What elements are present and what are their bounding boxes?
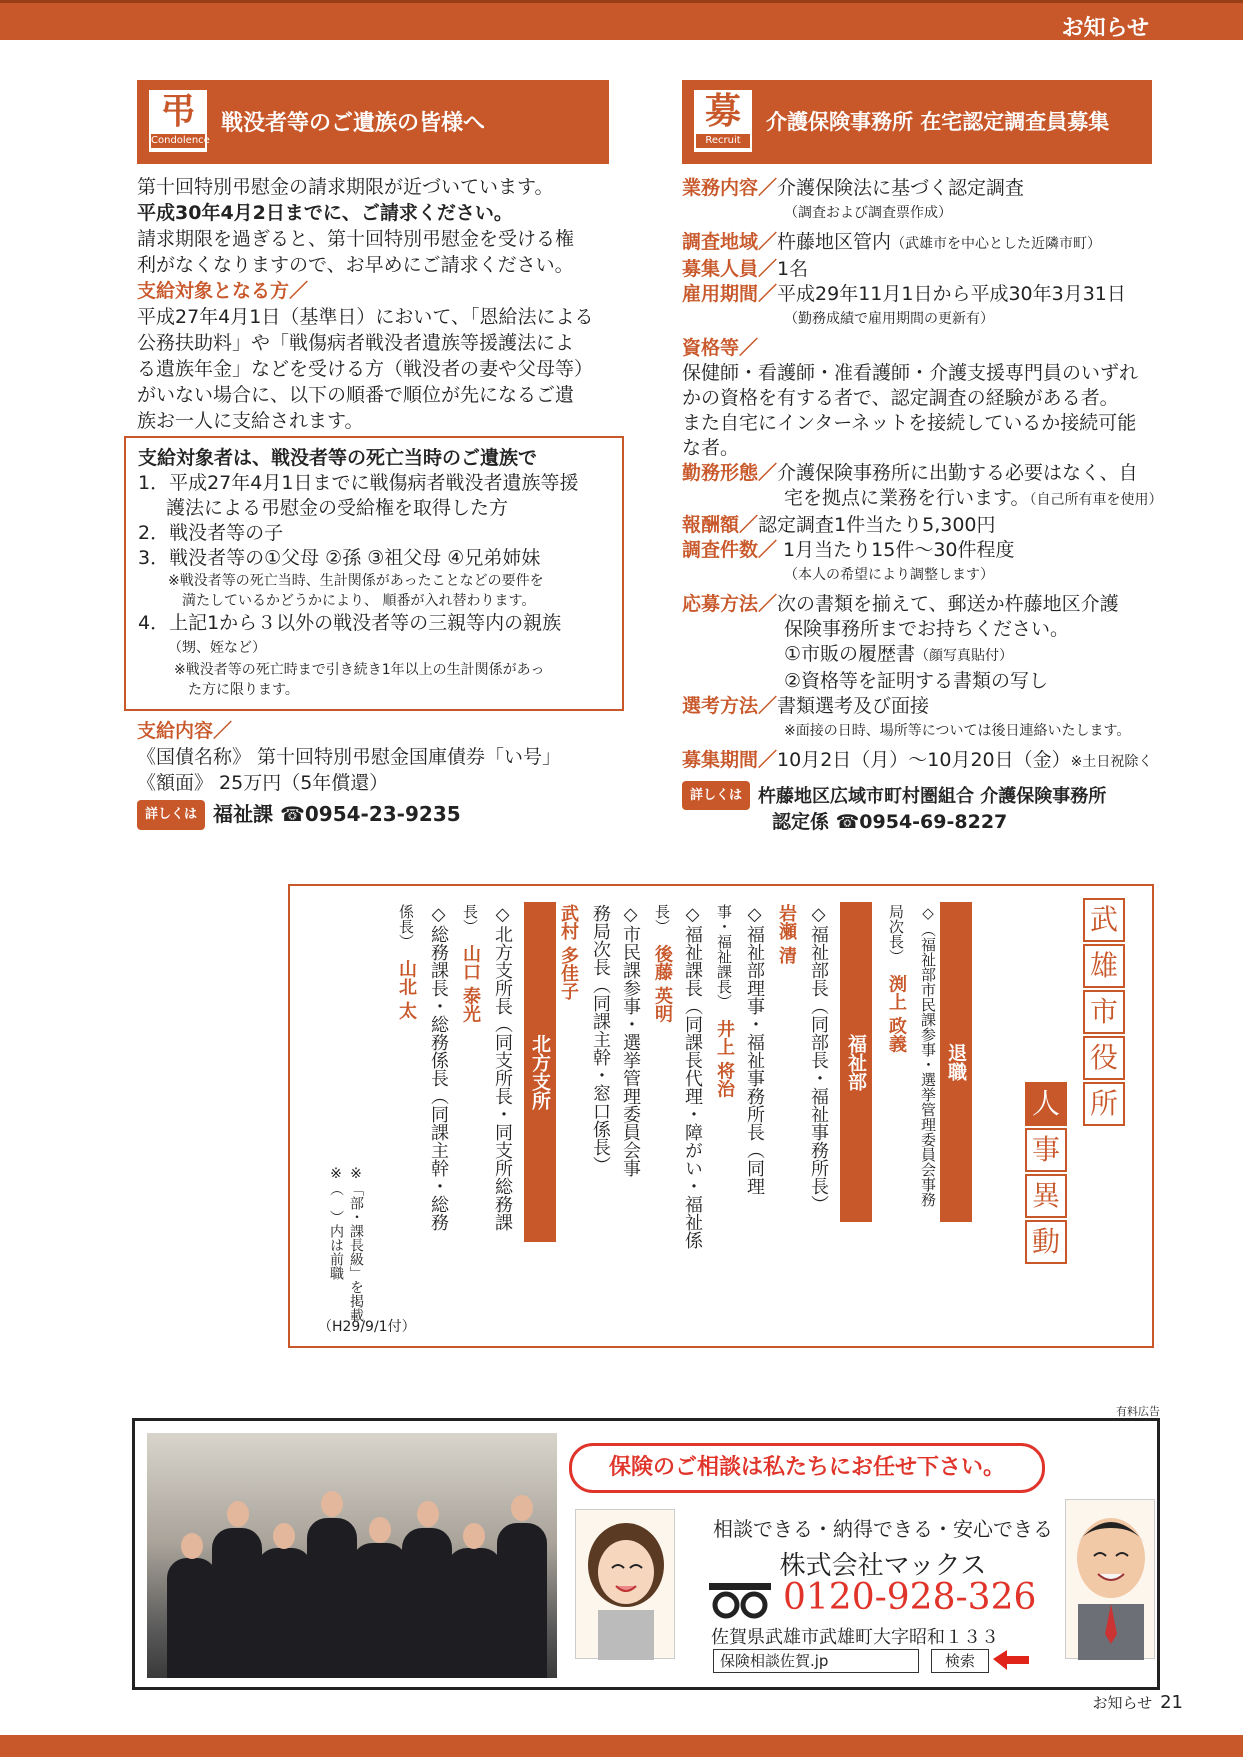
freedial-icon: [709, 1583, 771, 1619]
target-heading: 支給対象となる方／: [137, 280, 309, 302]
payment-content: 支給内容／ 《国債名称》 第十回特別弔慰金国庫債券「い号」 《額面》 25万円（5年償還） 詳しくは 福祉課 ☎0954-23-9235: [137, 718, 617, 830]
effective-date: （H29/9/1付）: [318, 1319, 416, 1335]
woman-illustration: [575, 1509, 675, 1659]
ad-address: 佐賀県武雄市武雄町大字昭和１３３: [711, 1627, 999, 1648]
kaigo-contact: 認定係 ☎0954-69-8227: [772, 811, 1008, 833]
ad-company: 株式会社マックス: [779, 1551, 987, 1581]
arrow-icon: [991, 1647, 1031, 1677]
ad-phone: 0120-928-326: [783, 1577, 1037, 1618]
bottom-bar: [0, 1735, 1243, 1757]
kitagata-branch-heading: 北方支所: [524, 902, 556, 1242]
eligibility-box: 支給対象者は、戦没者等の死亡当時のご遺族で 1．平成27年4月1日までに戦傷病者戦没者遺族等援 護法による弔慰金の受給権を取得した方 2．戦没者等の子 3．戦没者等の①父母 ②孫 ③祖父母 ④兄弟姉妹 ※戦没者等の死亡当時、生計関係があったことなどの要件を 満たしているかどうかにより、 順番が入れ替わります。 4．上記1から３以外の戦没者等の三親等内の親族 （甥、姪など） ※戦没者等の死亡時まで引き続き1年以上の生計関係があっ た方に限ります。: [124, 436, 624, 711]
recruit-body: 業務内容／介護保険法に基づく認定調査 （調査および調査票作成） 調査地域／杵藤地区管内（武雄市を中心とした近隣市町） 募集人員／1名 雇用期間／平成29年11月1日から平成30年3月31日 （勤務成績で雇用期間の更新有） 資格等／ 保健師・看護師・准看護師・介護支援専門員のいずれ かの資格を有する者で、認定調査の経験がある者。 また自宅にインターネットを接続しているか接続可能 な者。 勤務形態／介護保険事務所に出勤する必要はなく、自 宅を拠点に業務を行います。（自己所有車を使用） 報酬額／認定調査1件当たり5,300円 調査件数／ 1月当たり15件～30件程度 （本人の希望により調整します） 応募方法／次の書類を揃えて、郵送か杵藤地区介護 保険事務所までお持ちください。 ①市販の履歴書（顔写真貼付） ②資格等を証明する書類の写し 選考方法／書類選考及び面接 ※面接の日時、場所等については後日連絡いたします。 募集期間／10月2日（月）～10月20日（金）※土日祝除く 詳しくは 杵藤地区広域市町村圏組合 介護保険事務所 認定係 ☎0954-69-8227: [682, 177, 1163, 833]
paid-ad-note: 有料広告: [1116, 1405, 1160, 1418]
personnel-changes-box: 武 雄 市 役 所 人 事 異 動 退職 ◇（福祉部市民課参事・選挙管理委員会事務 局次長） 渕上 政義 福祉部 ◇福祉部長（同部長・福祉事務所長） 岩瀬 清 ◇福祉部理事・福祉事務所長（同理 事・福祉課長） 井上 将治 ◇福祉課長（同課長代理・障がい・福祉係 長） 後藤 英明 ◇市民課参事・選挙管理委員会事 務局次長（同課主幹・窓口係長） 武村 多佳子 北方支所 ◇北方支所長（同支所長・同支所総務課 長） 山口 泰光 ◇総務課長・総務係長（同課主幹・総務 係長） 山北 太 ※「部・課長級」を掲載 ※（ ）内は前職 （H29/9/1付）: [288, 884, 1154, 1348]
condolence-body: 第十回特別弔慰金の請求期限が近づいています。 平成30年4月2日までに、ご請求ください。 請求期限を過ぎると、第十回特別弔慰金を受ける権 利がなくなりますので、お早めにご請求ください。 支給対象となる方／ 平成27年4月1日（基準日）において、「恩給法による 公務扶助料」や「戦傷病者戦没者遺族等援護法によ る遺族年金」などを受ける方（戦没者の妻や父母等） がいない場合に、以下の順番で順位が先になるご遺 族お一人に支給されます。: [137, 174, 617, 434]
man-illustration: [1065, 1499, 1155, 1659]
ad-tagline: 相談できる・納得できる・安心できる: [713, 1517, 1053, 1541]
page-footer: お知らせ 21: [1092, 1692, 1183, 1713]
condolence-title: 戦没者等のご遺族の皆様へ: [221, 111, 486, 136]
search-button: 検索: [931, 1649, 989, 1673]
page-number: 21: [1160, 1692, 1183, 1713]
recruit-title: 介護保険事務所 在宅認定調査員募集: [766, 110, 1110, 134]
top-bar: [0, 0, 1243, 40]
recruit-badge: 募 Recruit: [694, 90, 752, 152]
condolence-header: [137, 80, 609, 164]
more-info-tag: 詳しくは: [682, 781, 750, 810]
condolence-badge: 弔 Condolence: [149, 90, 207, 152]
welfare-contact: 福祉課 ☎0954-23-9235: [213, 802, 461, 826]
section-label: お知らせ: [1061, 16, 1149, 41]
staff-photo: [147, 1433, 557, 1678]
more-info-tag: 詳しくは: [137, 800, 205, 830]
insurance-ad: [132, 1418, 1160, 1690]
recruit-header: [682, 80, 1152, 164]
search-box: 保険相談佐賀.jp: [713, 1649, 919, 1673]
ad-speech-bubble: 保険のご相談は私たちにお任せ下さい。: [569, 1443, 1045, 1493]
welfare-dept-heading: 福祉部: [840, 902, 872, 1222]
retirement-heading: 退職: [940, 902, 972, 1222]
